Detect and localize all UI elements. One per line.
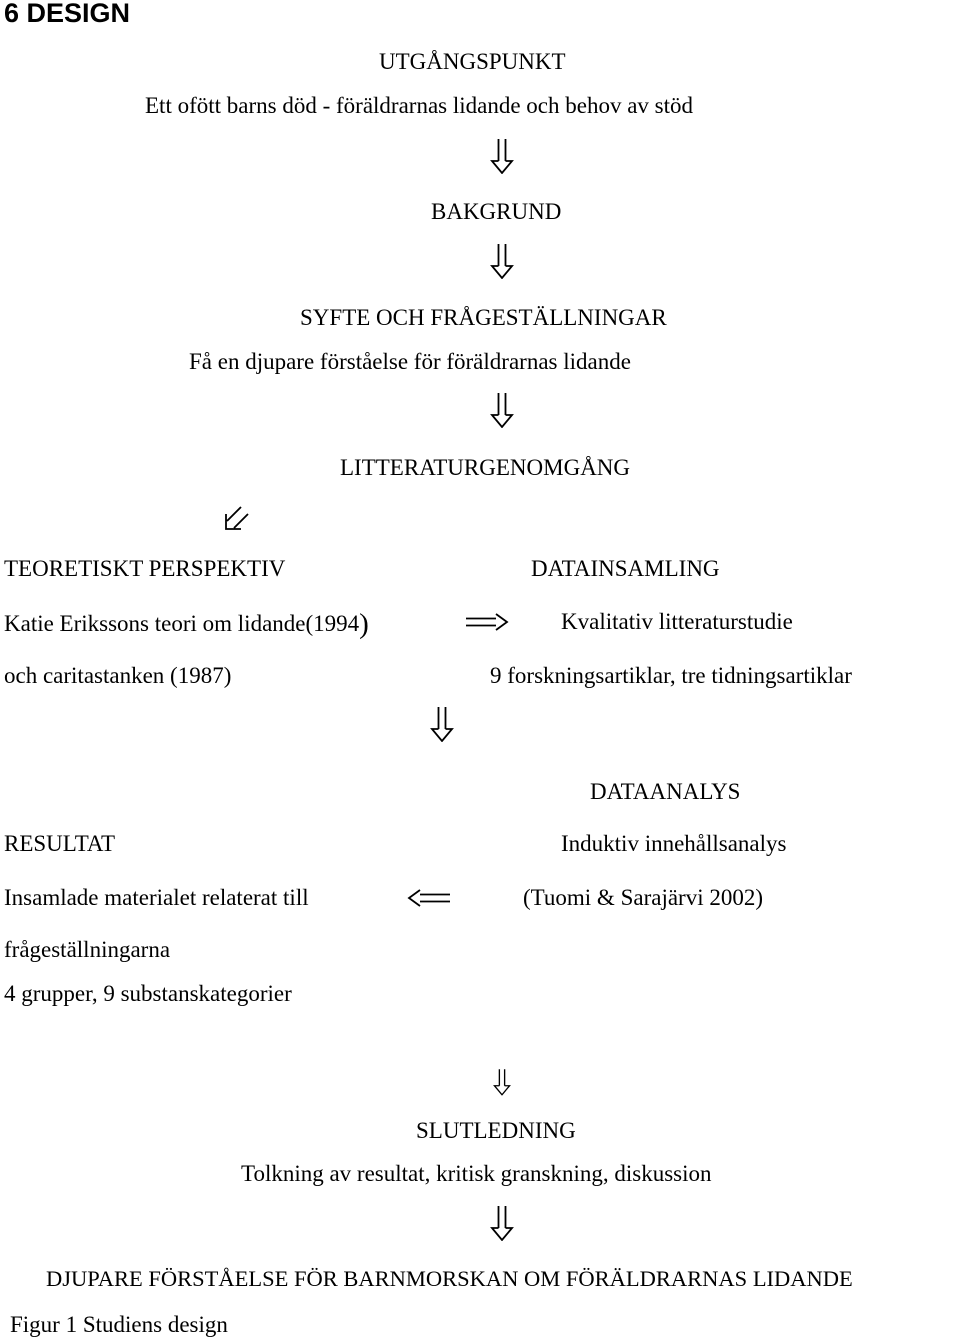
datainsamling-title: DATAINSAMLING	[531, 556, 720, 581]
teoretiskt-line1	[4, 610, 369, 639]
dataanalys-line1: Induktiv innehållsanalys	[561, 831, 787, 856]
teoretiskt-line2: och caritastanken (1987)	[4, 663, 232, 688]
syfte-title: SYFTE OCH FRÅGESTÄLLNINGAR	[300, 305, 667, 330]
final-text: DJUPARE FÖRSTÅELSE FÖR BARNMORSKAN OM FÖRÄLDRARNAS LIDANDE	[46, 1266, 853, 1291]
dataanalys-line2: (Tuomi & Sarajärvi 2002)	[523, 885, 763, 910]
utgangspunkt-text: Ett ofött barns död - föräldrarnas lidande och behov av stöd	[145, 93, 694, 118]
double-arrow-down-icon	[490, 138, 514, 174]
resultat-line1: Insamlade materialet relaterat till	[4, 885, 309, 910]
double-arrow-up-left-icon	[224, 505, 250, 531]
double-arrow-right-icon	[465, 612, 509, 632]
double-arrow-down-icon	[490, 243, 514, 279]
resultat-line2: frågeställningarna	[4, 937, 171, 962]
double-arrow-left-icon	[407, 888, 451, 908]
section-heading: 6 DESIGN	[4, 0, 131, 28]
resultat-line3: 4 grupper, 9 substanskategorier	[4, 981, 292, 1006]
litteraturgenomgang-title: LITTERATURGENOMGÅNG	[340, 455, 631, 480]
resultat-title: RESULTAT	[4, 831, 116, 856]
double-arrow-down-icon	[493, 1068, 511, 1096]
double-arrow-down-icon	[490, 1205, 514, 1241]
datainsamling-line1: Kvalitativ litteraturstudie	[561, 609, 793, 634]
dataanalys-title: DATAANALYS	[590, 779, 741, 804]
teoretiskt-title: TEORETISKT PERSPEKTIV	[4, 556, 286, 581]
datainsamling-line2: 9 forskningsartiklar, tre tidningsartiklar	[490, 663, 852, 688]
teoretiskt-line1-paren: )	[359, 608, 369, 640]
syfte-text: Få en djupare förståelse för föräldrarnas lidande	[189, 349, 631, 374]
double-arrow-down-icon	[430, 706, 454, 742]
utgangspunkt-title: UTGÅNGSPUNKT	[379, 49, 566, 74]
double-arrow-down-icon	[490, 392, 514, 428]
bakgrund-title: BAKGRUND	[431, 199, 562, 224]
slutledning-title: SLUTLEDNING	[416, 1118, 576, 1143]
teoretiskt-line1-text: Katie Erikssons teori om lidande(1994	[4, 611, 360, 636]
slutledning-text: Tolkning av resultat, kritisk granskning, diskussion	[241, 1161, 712, 1186]
figure-caption: Figur 1 Studiens design	[10, 1312, 228, 1337]
